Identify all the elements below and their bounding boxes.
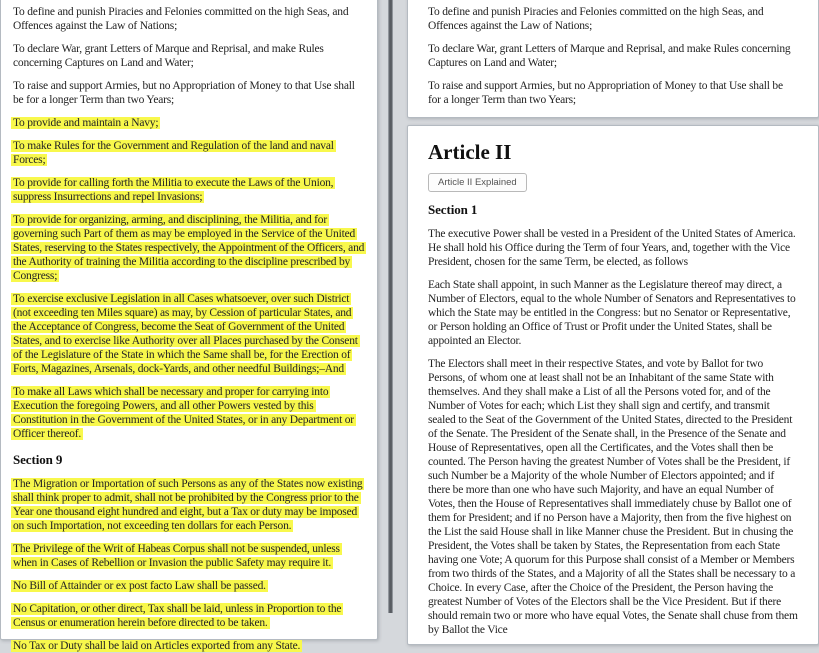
- paragraph: [13, 385, 365, 441]
- body-text: To declare War, grant Letters of Marque and Reprisal, and make Rules concerning Captures on Land and Water;: [13, 43, 324, 69]
- paragraph: [13, 79, 365, 107]
- highlighted-text: To provide for organizing, arming, and disciplining, the Militia, and for governing such Part of them as may be employed in the Service of the United States, reserving to the States respectively, the Appointment of the Officers, and the Authority of training the Militia according to the discipline prescribed by Congress;: [13, 214, 365, 282]
- section1-paragraphs: [428, 227, 798, 637]
- paragraph: [13, 579, 365, 593]
- paragraph: [13, 176, 365, 204]
- paragraph: [13, 477, 365, 533]
- section8-clauses-unhighlighted: [428, 5, 798, 107]
- right-document-pane-article2[interactable]: [407, 125, 819, 645]
- highlighted-text: To provide and maintain a Navy;: [13, 117, 159, 129]
- paragraph: [13, 42, 365, 70]
- highlighted-text: To exercise exclusive Legislation in all Cases whatsoever, over such District (not exceeding ten Miles square) as may, by Cession of particular States, and the Acceptance of Congress, become the Seat of Government of the United States, and to exercise like Authority over all Places purchased by the Consent of the Legislature of the State in which the Same shall be, for the Erection of Forts, Magazines, Arsenals, dock-Yards, and other needful Buildings;–And: [13, 293, 358, 375]
- body-text: Each State shall appoint, in such Manner as the Legislature thereof may direct, a Number of Electors, equal to the whole Number of Senators and Representatives to which the State may be entitled in the Congress: but no Senator or Representative, or Person holding an Office of Trust or Profit under the United States, shall be appointed an Elector.: [428, 279, 796, 347]
- highlighted-text: To make Rules for the Government and Regulation of the land and naval Forces;: [13, 140, 334, 166]
- article-2-title: Article II: [428, 140, 512, 164]
- paragraph: [428, 79, 798, 107]
- highlighted-text: The Migration or Importation of such Persons as any of the States now existing shall think proper to admit, shall not be prohibited by the Congress prior to the Year one thousand eight hundred and eight, but a Tax or duty may be imposed on such Importation, not exceeding ten dollars for each Person.: [13, 478, 363, 532]
- paragraph: [13, 542, 365, 570]
- paragraph: [13, 213, 365, 283]
- paragraph: [428, 278, 798, 348]
- paragraph: [428, 5, 798, 33]
- paragraph: [428, 357, 798, 637]
- article-2-explained-button[interactable]: Article II Explained: [428, 173, 527, 192]
- body-text: The executive Power shall be vested in a President of the United States of America. He shall hold his Office during the Term of four Years, and, together with the Vice President, chosen for the same Term, be elected, as follows: [428, 228, 796, 268]
- body-text: To raise and support Armies, but no Appropriation of Money to that Use shall be for a longer Term than two Years;: [428, 80, 783, 106]
- body-text: To declare War, grant Letters of Marque and Reprisal, and make Rules concerning Captures on Land and Water;: [428, 43, 791, 69]
- paragraph: [13, 139, 365, 167]
- body-text: To define and punish Piracies and Felonies committed on the high Seas, and Offences against the Law of Nations;: [428, 6, 764, 32]
- left-document-pane[interactable]: [0, 0, 378, 652]
- highlighted-text: No Bill of Attainder or ex post facto Law shall be passed.: [13, 580, 266, 592]
- paragraph: [13, 292, 365, 376]
- highlighted-text: The Privilege of the Writ of Habeas Corpus shall not be suspended, unless when in Cases of Rebellion or Invasion the public Safety may require it.: [13, 543, 340, 569]
- paragraph: [428, 42, 798, 70]
- highlighted-text: To make all Laws which shall be necessary and proper for carrying into Execution the foregoing Powers, and all other Powers vested by this Constitution in the Government of the United States, or in any Department or Officer thereof.: [13, 386, 354, 440]
- paragraph: [13, 602, 365, 630]
- body-text: To define and punish Piracies and Felonies committed on the high Seas, and Offences against the Law of Nations;: [13, 6, 349, 32]
- paragraph: [13, 5, 365, 33]
- highlighted-text: No Tax or Duty shall be laid on Articles exported from any State.: [13, 640, 301, 652]
- body-text: The Electors shall meet in their respective States, and vote by Ballot for two Persons, of whom one at least shall not be an Inhabitant of the same State with themselves. And they shall make a List of all the Persons voted for, and of the Number of Votes for each; which List they shall sign and certify, and transmit sealed to the Seat of the Government of the United States, directed to the President of the Senate. The President of the Senate shall, in the Presence of the Senate and House of Representatives, open all the Certificates, and the Votes shall then be counted. The Person having the greatest Number of Votes shall be the President, if such Number be a Majority of the whole Number of Electors appointed; and if there be more than one who have such Majority, and have an equal Number of Votes, then the House of Representatives shall immediately chuse by Ballot one of them for President; and if no Person have a Majority, then from the five highest on the List the said House shall in like Manner chuse the President. But in chusing the President, the Votes shall be taken by States, the Representation from each State having one Vote; A quorum for this Purpose shall consist of a Member or Members from two thirds of the States, and a Majority of all the States shall be necessary to a Choice. In every Case, after the Choice of the President, the Person having the greatest Number of Votes of the Electors shall be the Vice President. But if there should remain two or more who have equal Votes, the Senate shall chuse from them by Ballot the Vice: [428, 358, 798, 636]
- section-9-heading: Section 9: [13, 452, 63, 467]
- highlighted-text: To provide for calling forth the Militia to execute the Laws of the Union, suppress Insurrections and repel Invasions;: [13, 177, 334, 203]
- section-1-heading: Section 1: [428, 202, 478, 217]
- pane-divider-scrollbar[interactable]: [388, 0, 393, 613]
- paragraph: [13, 116, 365, 130]
- paragraph: [428, 227, 798, 269]
- section8-clauses: [13, 5, 365, 441]
- paragraph: [13, 639, 365, 653]
- section9-clauses: [13, 477, 365, 653]
- highlighted-text: No Capitation, or other direct, Tax shall be laid, unless in Proportion to the Census or enumeration herein before directed to be taken.: [13, 603, 342, 629]
- body-text: To raise and support Armies, but no Appropriation of Money to that Use shall be for a longer Term than two Years;: [13, 80, 355, 106]
- right-document-pane-top[interactable]: [407, 0, 819, 118]
